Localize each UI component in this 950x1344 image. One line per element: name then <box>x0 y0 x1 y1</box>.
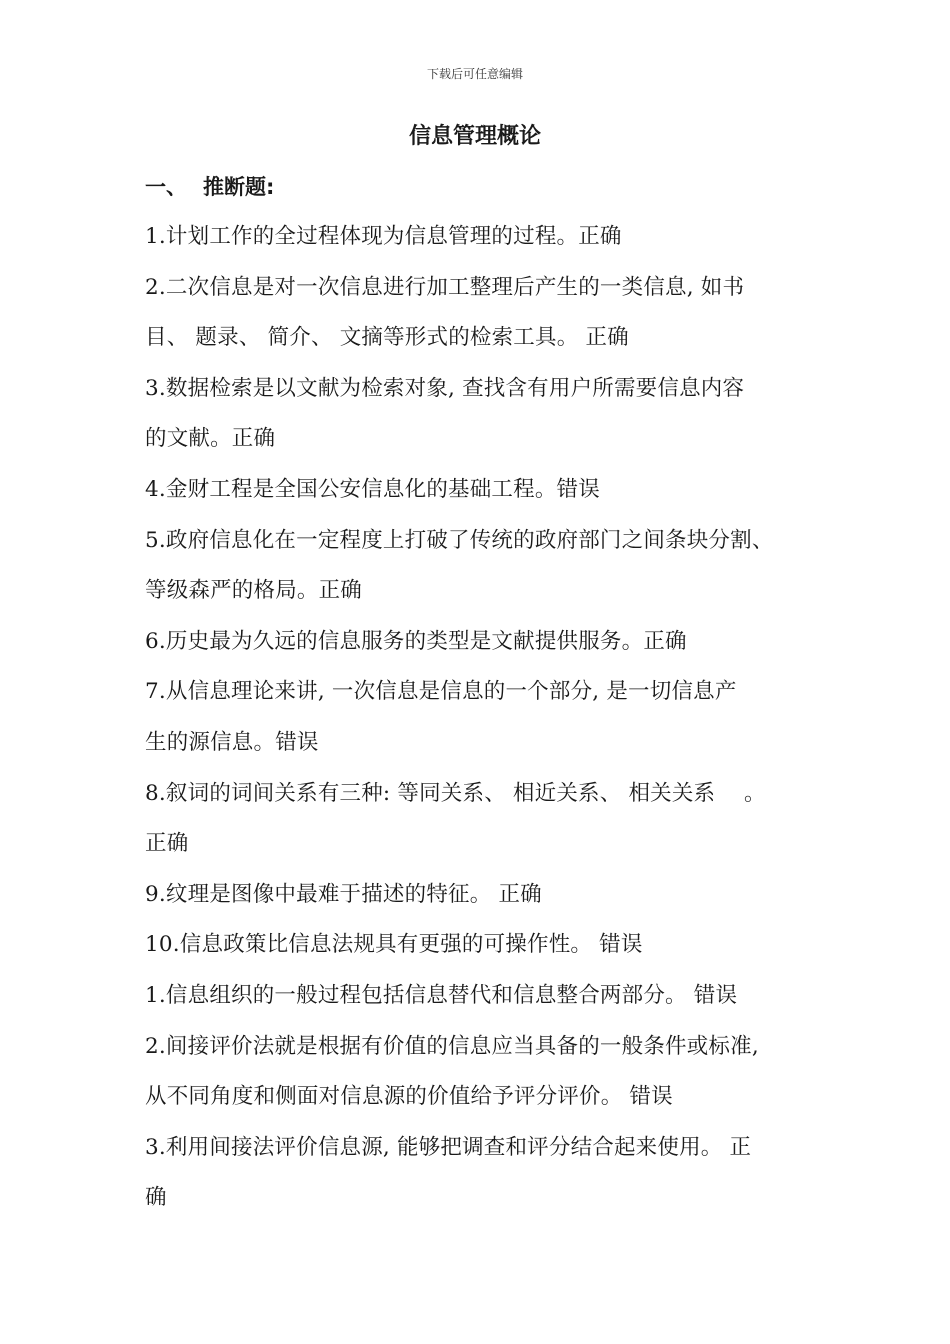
text-line: 2.间接评价法就是根据有价值的信息应当具备的一般条件或标准, <box>145 1033 759 1059</box>
text-line: 3.数据检索是以文献为检索对象, 查找含有用户所需要信息内容 <box>145 375 745 401</box>
text-line: 4.金财工程是全国公安信息化的基础工程。错误 <box>145 476 600 502</box>
page-header: 下载后可任意编辑 <box>426 67 523 81</box>
section-number: 一、 <box>145 175 187 199</box>
text-line: 7.从信息理论来讲, 一次信息是信息的一个部分, 是一切信息产 <box>145 679 737 705</box>
text-line: 2.二次信息是对一次信息进行加工整理后产生的一类信息, 如书 <box>145 274 745 300</box>
text-line: 从不同角度和侧面对信息源的价值给予评分评价。 错误 <box>145 1084 673 1110</box>
text-line: 8.叙词的词间关系有三种: 等同关系、 相近关系、 相关关系 。 <box>145 780 766 806</box>
text-line: 3.利用间接法评价信息源, 能够把调查和评分结合起来使用。 正 <box>145 1134 752 1160</box>
text-line: 等级森严的格局。正确 <box>145 578 363 604</box>
document-title: 信息管理概论 <box>408 124 541 149</box>
question-list <box>145 212 810 1224</box>
text-line: 1.计划工作的全过程体现为信息管理的过程。正确 <box>145 224 622 249</box>
text-line: 正确 <box>145 831 189 857</box>
text-line: 9.纹理是图像中最难于描述的特征。 正确 <box>145 881 542 907</box>
text-line: 目、 题录、 简介、 文摘等形式的检索工具。 正确 <box>145 325 629 351</box>
text-line: 生的源信息。错误 <box>145 729 319 755</box>
text-line: 的文献。正确 <box>145 426 276 452</box>
text-line: 10.信息政策比信息法规具有更强的可操作性。 错误 <box>145 932 643 958</box>
text-line: 1.信息组织的一般过程包括信息替代和信息整合两部分。 错误 <box>145 982 738 1008</box>
text-line: 6.历史最为久远的信息服务的类型是文献提供服务。正确 <box>145 628 687 654</box>
section-label: 推断题: <box>203 175 275 199</box>
section-heading <box>145 172 274 202</box>
text-line: 确 <box>145 1185 167 1211</box>
text-line: 5.政府信息化在一定程度上打破了传统的政府部门之间条块分割、 <box>145 527 774 553</box>
